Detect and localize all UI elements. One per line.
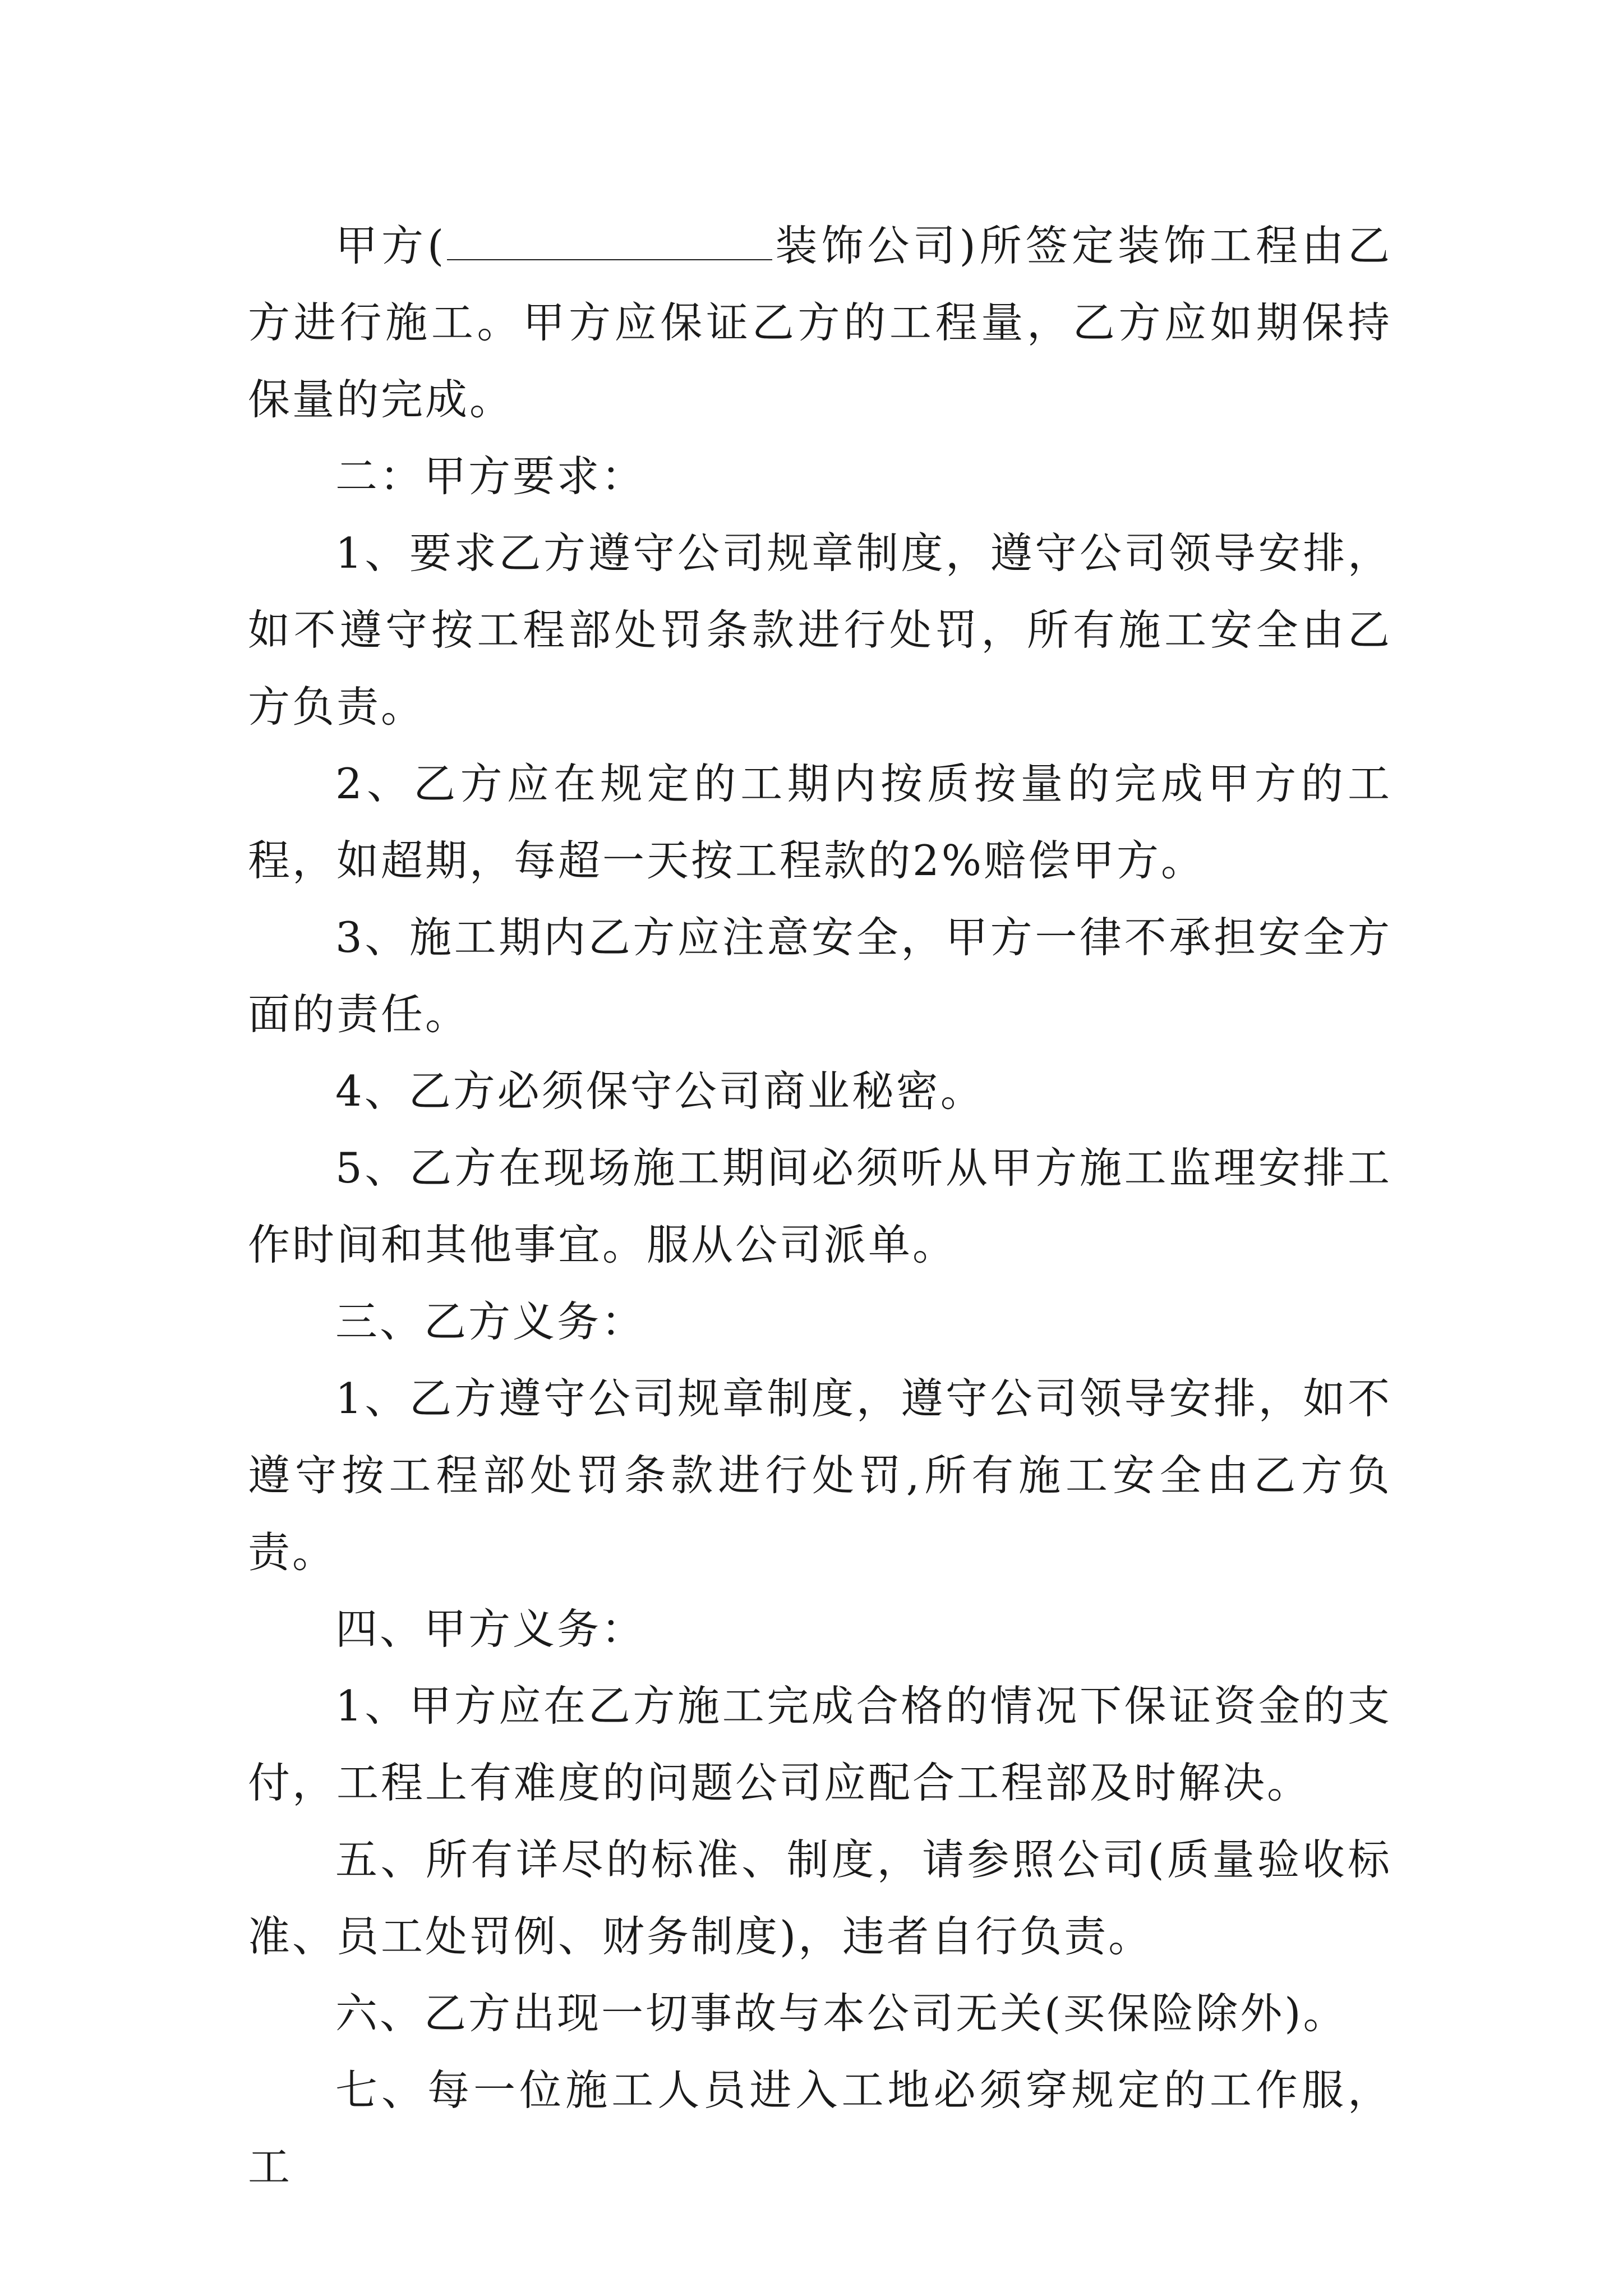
party-a-prefix: 甲方(	[335, 221, 446, 270]
paragraph-intro	[248, 208, 1392, 438]
section-seven-uniform: 七、每一位施工人员进入工地必须穿规定的工作服，工	[248, 2065, 1392, 2192]
company-name-blank	[447, 222, 772, 260]
requirement-item-2: 2、乙方应在规定的工期内按质按量的完成甲方的工程，如超期，每超一天按工程款的2%赔偿甲方。	[248, 759, 1392, 885]
requirement-item-5: 5、乙方在现场施工期间必须听从甲方施工监理安排工作时间和其他事宜。服从公司派单。	[248, 1143, 1392, 1269]
section-heading-party-b-obligations: 三、乙方义务：	[335, 1297, 646, 1346]
party-b-obligation-item-1: 1、乙方遵守公司规章制度，遵守公司领导安排，如不遵守按工程部处罚条款进行处罚,所有施工安全由乙方负责。	[248, 1374, 1392, 1577]
document-body	[248, 208, 1392, 2206]
section-six-accidents: 六、乙方出现一切事故与本公司无关(买保险除外)。	[335, 1989, 1348, 2038]
section-five-standards: 五、所有详尽的标准、制度，请参照公司(质量验收标准、员工处罚例、财务制度)，违者自行负责。	[248, 1835, 1392, 1961]
requirement-item-4: 4、乙方必须保守公司商业秘密。	[335, 1066, 985, 1116]
requirement-item-3: 3、施工期内乙方应注意安全，甲方一律不承担安全方面的责任。	[248, 913, 1392, 1039]
party-a-clause: 装饰公司)所签定装饰工程由乙方进行施工。甲方应保证乙方的工程量，乙方应如期保持保量的完成。	[248, 221, 1392, 424]
requirement-item-1: 1、要求乙方遵守公司规章制度，遵守公司领导安排，如不遵守按工程部处罚条款进行处罚，所有施工安全由乙方负责。	[248, 528, 1392, 731]
section-heading-party-a-requirements: 二：甲方要求：	[335, 452, 646, 501]
section-heading-party-a-obligations: 四、甲方义务：	[335, 1604, 646, 1654]
party-a-obligation-item-1: 1、甲方应在乙方施工完成合格的情况下保证资金的支付，工程上有难度的问题公司应配合工程部及时解决。	[248, 1681, 1392, 1807]
